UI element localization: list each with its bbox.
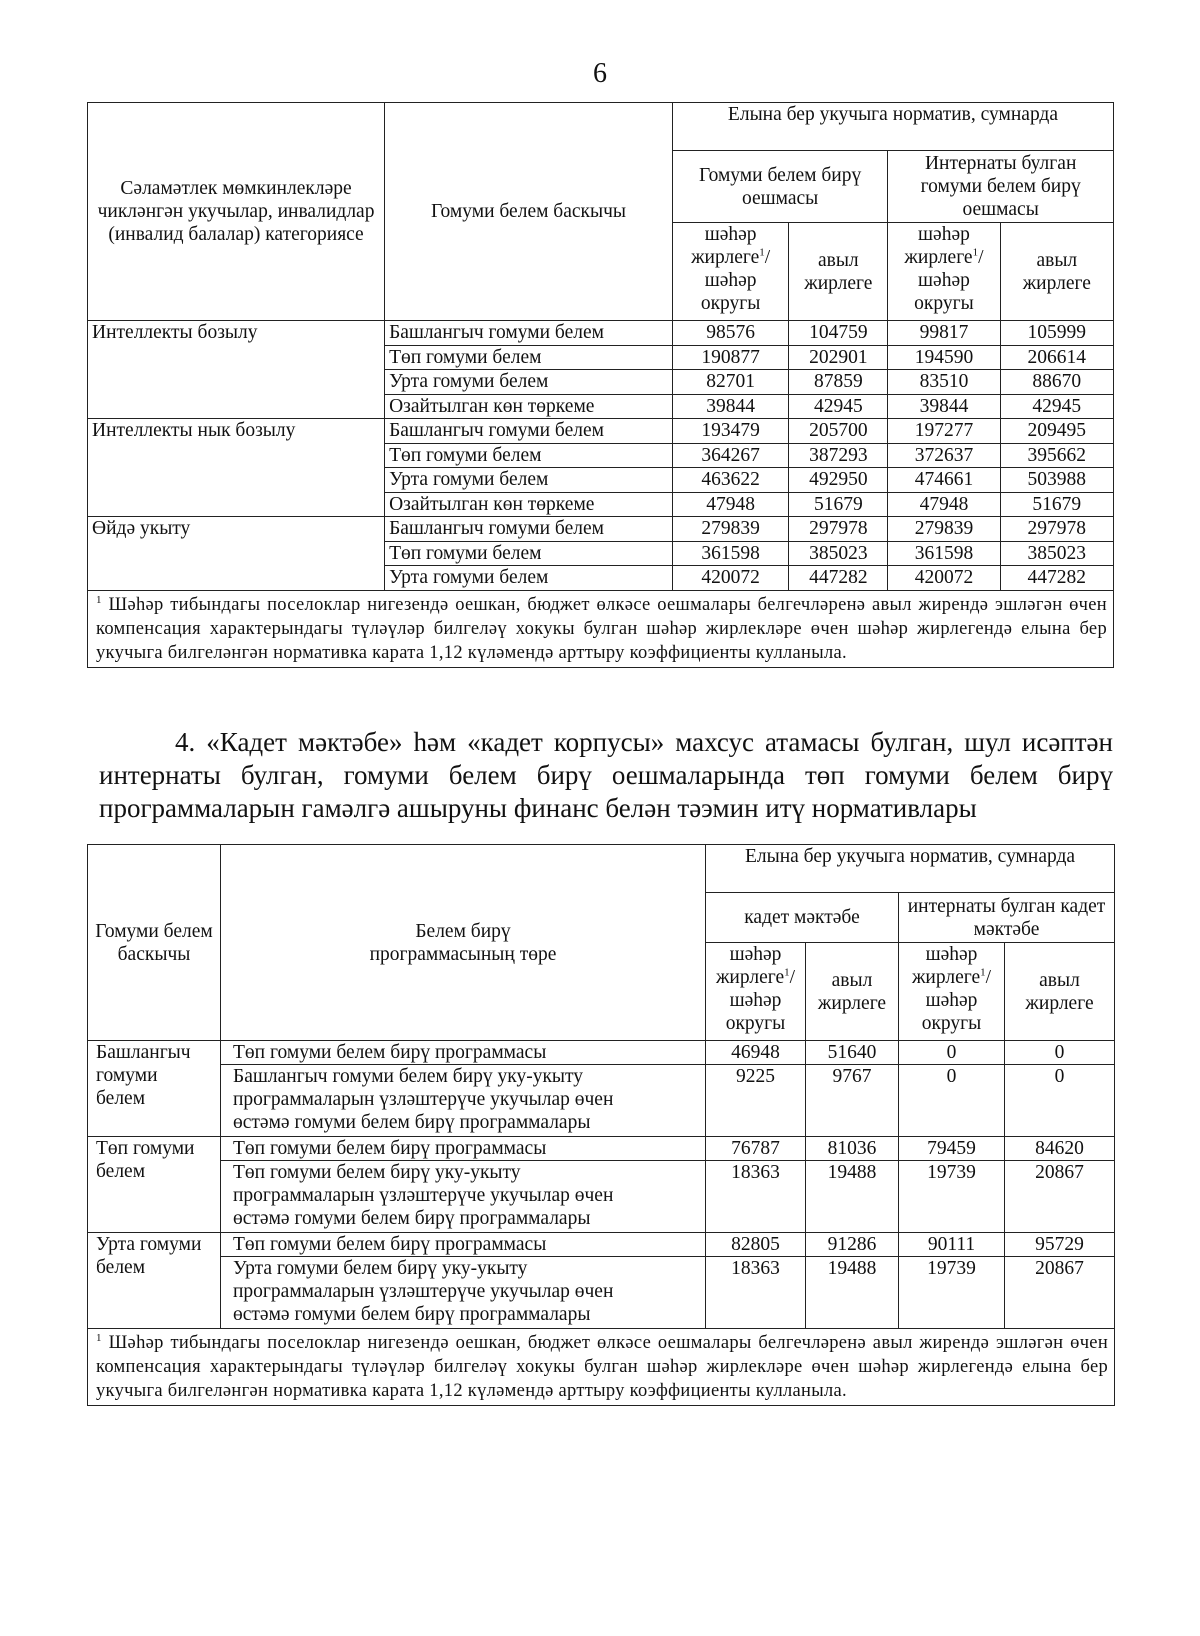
value-cell: 387293 [789,443,888,468]
level-cell: Озайтылган көн төркеме [385,492,673,517]
value-cell: 503988 [1000,468,1113,493]
value-cell: 279839 [672,517,788,542]
value-cell: 9225 [706,1065,806,1137]
norms-table-disabilities [87,102,1114,668]
header-urban [888,223,1000,321]
header-general-school: Гомуми белем бирү оешмасы [672,151,887,223]
header-cadet-school: кадет мәктәбе [706,893,899,943]
header-rural: авыл жирлеге [806,943,899,1041]
level-cell: Төп гомуми белем [385,443,673,468]
header-cadet-boarding-school: интернаты булган кадет мәктәбе [899,893,1115,943]
section-heading [99,726,1113,825]
table-row [88,321,1114,346]
footnote-marker: 1 [980,966,986,979]
value-cell: 39844 [672,394,788,419]
footnote-marker: 1 [784,966,790,979]
value-cell: 202901 [789,345,888,370]
header-urban-tail: / шәһәр округы [725,967,796,1034]
footnote [88,590,1114,667]
value-cell: 84620 [1005,1137,1115,1161]
category-cell: Өйдә укыту [88,517,385,591]
header-education-level: Гомуми белем баскычы [385,103,673,321]
value-cell: 361598 [672,541,788,566]
value-cell: 194590 [888,345,1000,370]
value-cell: 99817 [888,321,1000,346]
value-cell: 19739 [899,1257,1005,1329]
value-cell: 297978 [789,517,888,542]
value-cell: 19739 [899,1161,1005,1233]
footnote [88,1329,1115,1406]
program-cell: Төп гомуми белем бирү уку-укыту программаларын үзләштерүче укучылар өчен өстәмә гомуми белем бирү программалары [221,1161,706,1233]
table-row [88,1041,1115,1065]
value-cell: 82805 [706,1233,806,1257]
value-cell: 79459 [899,1137,1005,1161]
value-cell: 193479 [672,419,788,444]
value-cell: 18363 [706,1257,806,1329]
value-cell: 0 [1005,1065,1115,1137]
value-cell: 20867 [1005,1257,1115,1329]
header-norm: Елына бер укучыга норматив, сумнарда [672,103,1113,151]
header-rural: авыл жирлеге [789,223,888,321]
level-cell: Башлангыч гомуми белем [88,1041,221,1137]
header-rural: авыл жирлеге [1005,943,1115,1041]
level-cell: Урта гомуми белем [385,468,673,493]
header-urban [672,223,788,321]
value-cell: 420072 [888,566,1000,591]
header-rural: авыл жирлеге [1000,223,1113,321]
page-number: 6 [593,58,607,89]
value-cell: 51640 [806,1041,899,1065]
value-cell: 39844 [888,394,1000,419]
table-row [88,419,1114,444]
value-cell: 385023 [1000,541,1113,566]
table-row [88,1065,1115,1137]
value-cell: 42945 [789,394,888,419]
program-cell: Төп гомуми белем бирү программасы [221,1041,706,1065]
table-row [88,1257,1115,1329]
value-cell: 19488 [806,1161,899,1233]
footnote-marker: 1 [759,246,765,259]
header-program-type: Белем бирү программасының төре [221,845,706,1041]
value-cell: 190877 [672,345,788,370]
value-cell: 385023 [789,541,888,566]
header-category: Сәламәтлек мөмкинлекләре чикләнгән укучылар, инвалидлар (инвалид балалар) категориясе [88,103,385,321]
level-cell: Башлангыч гомуми белем [385,321,673,346]
category-cell: Интеллекты бозылу [88,321,385,419]
value-cell: 420072 [672,566,788,591]
value-cell: 205700 [789,419,888,444]
norms-table-cadet [87,844,1115,1406]
value-cell: 98576 [672,321,788,346]
table-row [88,1233,1115,1257]
header-boarding-school: Интернаты булган гомуми белем бирү оешмасы [888,151,1114,223]
header-urban-tail: / шәһәр округы [700,247,771,314]
header-urban-label: шәһәр жирлеге [904,224,973,268]
section-heading-text: 4. «Кадет мәктәбе» һәм «кадет корпусы» махсус атамасы булган, шул исәптән интернаты булган, гомуми белем бирү оешмаларында төп гомуми белем бирү программаларын гамәлгә ашыруны финанс белән тәэмин итү нормативлары [99,727,1113,823]
level-cell: Башлангыч гомуми белем [385,517,673,542]
level-cell: Башлангыч гомуми белем [385,419,673,444]
program-cell: Төп гомуми белем бирү программасы [221,1137,706,1161]
value-cell: 81036 [806,1137,899,1161]
value-cell: 51679 [789,492,888,517]
value-cell: 91286 [806,1233,899,1257]
header-urban-label: шәһәр жирлеге [715,944,785,988]
program-cell: Төп гомуми белем бирү программасы [221,1233,706,1257]
value-cell: 0 [1005,1041,1115,1065]
level-cell: Озайтылган көн төркеме [385,394,673,419]
value-cell: 492950 [789,468,888,493]
table-row [88,517,1114,542]
value-cell: 297978 [1000,517,1113,542]
level-cell: Төп гомуми белем [88,1137,221,1233]
header-urban [706,943,806,1041]
footnote-text: Шәһәр тибындагы поселоклар нигезендә оешкан, бюджет өлкәсе оешмалары белгечләренә авыл жирендә эшләгән өчен компенсация характерындагы түләүләр билгеләү хокукы булган шәһәр жирлекләре өчен шәһәр жирлегендә елына бер укучыга билгеләнгән нормативка карата 1,12 күләмендә арттыру коэффициенты кулланыла. [96,1333,1109,1401]
table-row [88,1137,1115,1161]
footnote-marker: 1 [972,246,979,259]
level-cell: Урта гомуми белем [385,566,673,591]
value-cell: 105999 [1000,321,1113,346]
value-cell: 447282 [789,566,888,591]
level-cell: Урта гомуми белем [385,370,673,395]
value-cell: 47948 [888,492,1000,517]
value-cell: 361598 [888,541,1000,566]
value-cell: 88670 [1000,370,1113,395]
value-cell: 197277 [888,419,1000,444]
value-cell: 42945 [1000,394,1113,419]
value-cell: 9767 [806,1065,899,1137]
footnote-marker: 1 [96,593,102,606]
level-cell: Төп гомуми белем [385,541,673,566]
value-cell: 95729 [1005,1233,1115,1257]
footnote-text: Шәһәр тибындагы поселоклар нигезендә оешкан, бюджет өлкәсе оешмалары белгечләренә авыл жирендә эшләгән өчен компенсация характерындагы түләүләр билгеләү хокукы булган шәһәр жирлекләре өчен шәһәр жирлегендә елына бер укучыга билгеләнгән нормативка карата 1,12 күләмендә арттыру коэффициенты кулланыла. [96,594,1107,663]
header-urban [899,943,1005,1041]
category-cell: Интеллекты нык бозылу [88,419,385,517]
header-urban-tail: / шәһәр округы [921,967,992,1034]
value-cell: 364267 [672,443,788,468]
value-cell: 47948 [672,492,788,517]
value-cell: 372637 [888,443,1000,468]
value-cell: 76787 [706,1137,806,1161]
header-urban-tail: / шәһәр округы [914,247,984,314]
value-cell: 447282 [1000,566,1113,591]
level-cell: Төп гомуми белем [385,345,673,370]
value-cell: 104759 [789,321,888,346]
header-education-level: Гомуми белем баскычы [88,845,221,1041]
value-cell: 463622 [672,468,788,493]
value-cell: 51679 [1000,492,1113,517]
value-cell: 0 [899,1065,1005,1137]
value-cell: 209495 [1000,419,1113,444]
header-urban-label: шәһәр жирлеге [911,944,981,988]
value-cell: 87859 [789,370,888,395]
value-cell: 279839 [888,517,1000,542]
footnote-marker: 1 [96,1331,102,1344]
value-cell: 19488 [806,1257,899,1329]
value-cell: 90111 [899,1233,1005,1257]
program-cell: Башлангыч гомуми белем бирү уку-укыту программаларын үзләштерүче укучылар өчен өстәмә гомуми белем бирү программалары [221,1065,706,1137]
value-cell: 474661 [888,468,1000,493]
value-cell: 20867 [1005,1161,1115,1233]
value-cell: 0 [899,1041,1005,1065]
value-cell: 206614 [1000,345,1113,370]
value-cell: 82701 [672,370,788,395]
value-cell: 395662 [1000,443,1113,468]
header-norm: Елына бер укучыга норматив, сумнарда [706,845,1115,893]
header-urban-label: шәһәр жирлеге [691,224,760,268]
value-cell: 46948 [706,1041,806,1065]
program-cell: Урта гомуми белем бирү уку-укыту программаларын үзләштерүче укучылар өчен өстәмә гомуми белем бирү программалары [221,1257,706,1329]
value-cell: 83510 [888,370,1000,395]
value-cell: 18363 [706,1161,806,1233]
level-cell: Урта гомуми белем [88,1233,221,1329]
table-row [88,1161,1115,1233]
